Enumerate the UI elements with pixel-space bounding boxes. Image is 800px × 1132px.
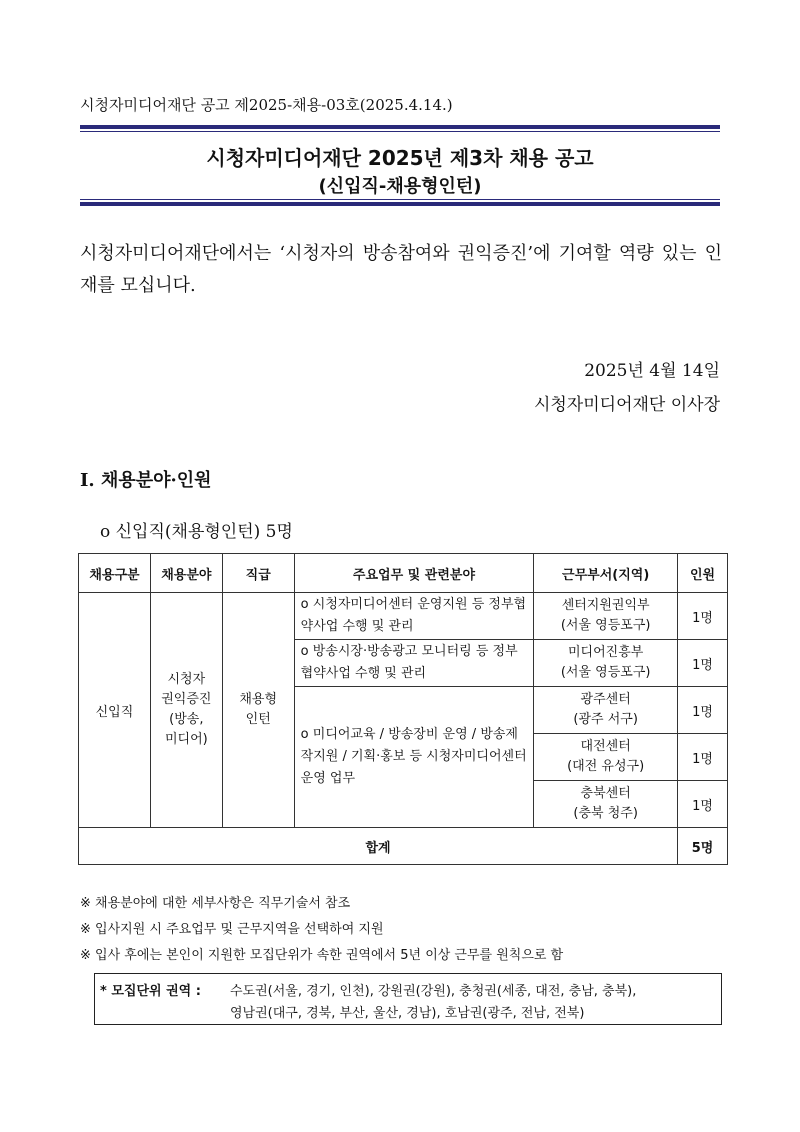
dept-cell: 대전센터 (대전 유성구): [534, 734, 678, 781]
table-header-row: [79, 554, 728, 593]
total-row: [79, 828, 728, 865]
rank-cell: 채용형 인턴: [222, 593, 294, 828]
total-label: 합계: [79, 828, 678, 865]
note: ※ 채용분야에 대한 세부사항은 직무기술서 참조: [80, 896, 351, 911]
count-cell: 1명: [678, 781, 728, 828]
region-line: 영남권(대구, 경북, 부산, 울산, 경남), 호남권(광주, 전남, 전북): [230, 1006, 585, 1021]
dept-cell: 미디어진흥부 (서울 영등포구): [534, 640, 678, 687]
top-rule-thick: [80, 125, 720, 129]
total-count: 5명: [678, 828, 728, 865]
duty-cell: o 시청자미디어센터 운영지원 등 정부협약사업 수행 및 관리: [294, 593, 534, 640]
page-subtitle: (신입직-채용형인턴): [318, 176, 482, 197]
duty-cell: o 방송시장·방송광고 모니터링 등 정부협약사업 수행 및 관리: [294, 640, 534, 687]
issuer: 시청자미디어재단 이사장: [533, 395, 720, 415]
intro-paragraph: 시청자미디어재단에서는 ‘시청자의 방송참여와 권익증진’에 기여할 역량 있는 인재를 모십니다.: [80, 243, 722, 296]
note: ※ 입사 후에는 본인이 지원한 모집단위가 속한 권역에서 5년 이상 근무를 원칙으로 함: [80, 948, 564, 963]
table-header: 채용구분: [79, 554, 151, 593]
count-cell: 1명: [678, 640, 728, 687]
table-row: [79, 593, 728, 640]
dept-cell: 센터지원권익부 (서울 영등포구): [534, 593, 678, 640]
hiring-table: [78, 553, 728, 865]
region-label: * 모집단위 권역 :: [100, 984, 201, 999]
announcement-date: 2025년 4월 14일: [584, 361, 720, 381]
region-line: 수도권(서울, 경기, 인천), 강원권(강원), 충청권(세종, 대전, 충남, 충북),: [230, 984, 637, 999]
table-header: 채용분야: [150, 554, 222, 593]
dept-cell: 광주센터 (광주 서구): [534, 687, 678, 734]
table-header: 직급: [222, 554, 294, 593]
note: ※ 입사지원 시 주요업무 및 근무지역을 선택하여 지원: [80, 922, 384, 937]
section-subheading: o 신입직(채용형인턴) 5명: [100, 522, 293, 542]
table-header: 근무부서(지역): [534, 554, 678, 593]
count-cell: 1명: [678, 687, 728, 734]
section-heading: Ⅰ. 채용분야·인원: [80, 470, 212, 491]
notice-number: 시청자미디어재단 공고 제2025-채용-03호(2025.4.14.): [80, 96, 453, 114]
field-cell: 시청자 권익증진 (방송, 미디어): [150, 593, 222, 828]
top-rule-thin: [80, 131, 720, 132]
count-cell: 1명: [678, 734, 728, 781]
bottom-rule-thick: [80, 202, 720, 206]
table-header: 주요업무 및 관련분야: [294, 554, 534, 593]
category-cell: 신입직: [79, 593, 151, 828]
page-title: 시청자미디어재단 2025년 제3차 채용 공고: [206, 146, 594, 170]
bottom-rule-thin: [80, 199, 720, 200]
region-box: [94, 973, 722, 1025]
table-header: 인원: [678, 554, 728, 593]
dept-cell: 충북센터 (충북 청주): [534, 781, 678, 828]
duty-cell: o 미디어교육 / 방송장비 운영 / 방송제작지원 / 기획·홍보 등 시청자미디어센터 운영 업무: [294, 687, 534, 828]
count-cell: 1명: [678, 593, 728, 640]
